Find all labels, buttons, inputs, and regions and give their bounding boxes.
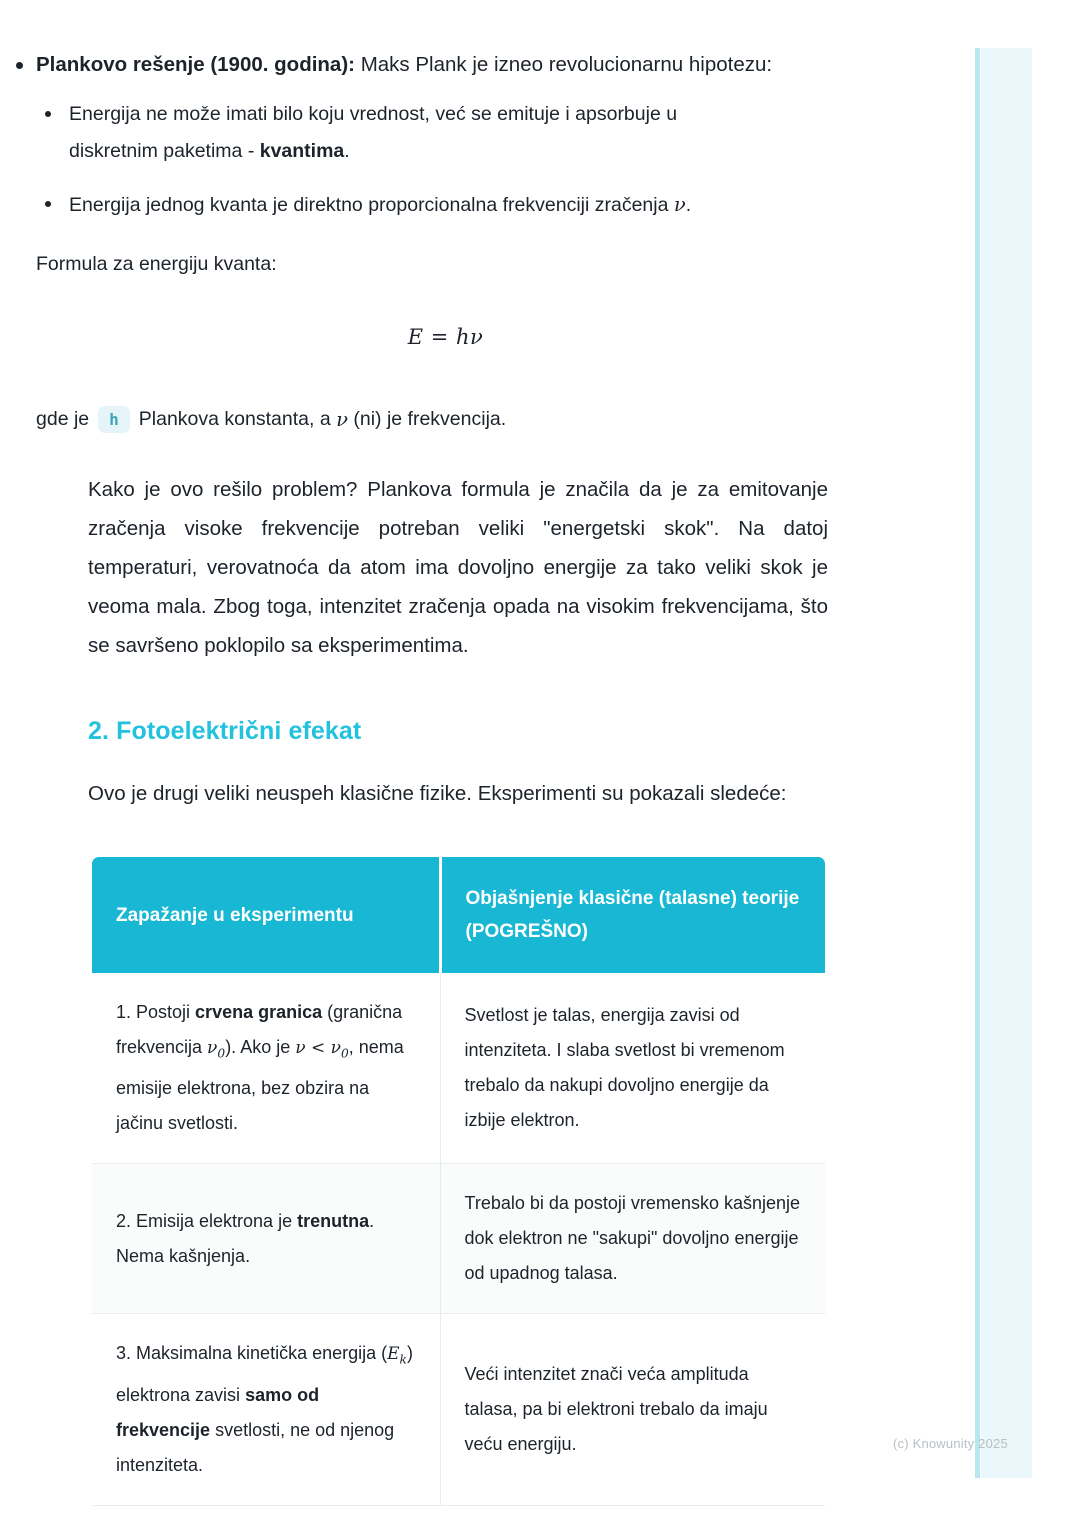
planck-sub-bullet-2 bbox=[36, 186, 736, 224]
table-row bbox=[92, 1164, 825, 1314]
table-body bbox=[92, 973, 825, 1505]
table-row bbox=[92, 1314, 825, 1505]
sub-bullet-1-after: . bbox=[344, 140, 350, 162]
sub-bullet-2-after: . bbox=[685, 194, 692, 216]
explanation-paragraph: Kako je ovo rešilo problem? Plankova formula je značila da je za emitovanje zračenja visoke frekvencije potreban veliki "energetski skok". Na datoj temperaturi, verovatnoća da atom ima dovoljno energije za tako veliki skok je veoma mala. Zbog toga, intenzitet zračenja opada na visokim frekvencijama, što se savršeno poklopilo sa eksperimentima. bbox=[88, 478, 828, 657]
table-header-observation: Zapažanje u eksperimentu bbox=[92, 857, 440, 973]
planck-lead-rest: Maks Plank je izneo revolucionarnu hipotezu: bbox=[355, 53, 773, 76]
cell-explanation: Veći intenzitet znači veća amplituda talasa, pa bi elektroni trebalo da imaju veću energiju. bbox=[440, 1314, 825, 1505]
observations-comparison-table bbox=[92, 857, 825, 1506]
bullet-marker-icon bbox=[45, 201, 51, 207]
planck-sub-bullet-1 bbox=[36, 96, 736, 170]
cell-observation: 3. Maksimalna kinetička energija $(E_k)$ elektrona zavisi samo od frekvencije svetlosti, ne od njenog intenziteta. bbox=[92, 1314, 440, 1505]
table-header bbox=[92, 857, 825, 973]
planck-constant-code-chip[interactable]: h bbox=[98, 406, 130, 433]
rail-accent-line bbox=[975, 48, 980, 1478]
section-heading-photoelectric: 2. Fotoelektrični efekat bbox=[88, 717, 362, 745]
rail-panel bbox=[981, 48, 1032, 1478]
formula-intro-text: Formula za energiju kvanta: bbox=[36, 253, 277, 275]
bullet-marker-icon bbox=[45, 111, 51, 117]
planck-solution-item bbox=[0, 46, 930, 438]
planck-constant-explainer bbox=[36, 401, 930, 438]
energy-formula-block bbox=[36, 325, 930, 349]
table-header-explanation: Objašnjenje klasične (talasne) teorije (POGREŠNO) bbox=[440, 857, 825, 973]
section-intro-paragraph: Ovo je drugi veliki neuspeh klasične fizike. Eksperimenti su pokazali sledeće: bbox=[88, 782, 787, 805]
cell-explanation: Trebalo bi da postoji vremensko kašnjenje dok elektron ne "sakupi" dovoljno energije od upadnog talasa. bbox=[440, 1164, 825, 1314]
sub-bullet-1-before: Energija ne može imati bilo koju vrednost, već se emituje i apsorbuje u diskretnim paketima - bbox=[69, 103, 678, 162]
right-side-rail bbox=[975, 48, 1032, 1478]
sub-bullet-1-bold: kvantima bbox=[259, 140, 345, 162]
gde-prefix: gde je bbox=[36, 408, 90, 430]
cell-observation: 2. Emisija elektrona je trenutna. Nema kašnjenja. bbox=[92, 1164, 440, 1314]
nu-symbol: ν bbox=[673, 193, 686, 216]
cell-observation: 1. Postoji crvena granica (granična frekvencija $\nu_0$). Ako je $\nu < \nu_0$, nema emisije elektrona, bez obzira na jačinu svetlosti. bbox=[92, 973, 440, 1164]
nu-symbol: ν bbox=[336, 408, 348, 431]
cell-explanation: Svetlost je talas, energija zavisi od intenziteta. I slaba svetlost bi vremenom trebalo da nakupi dovoljno energije da izbije elektron. bbox=[440, 973, 825, 1164]
energy-formula: E = hν bbox=[407, 325, 484, 349]
planck-sub-bullets bbox=[36, 96, 736, 224]
copyright-watermark: (c) Knowunity 2025 bbox=[893, 1436, 1008, 1451]
planck-lead-text bbox=[36, 46, 776, 84]
table-row bbox=[92, 973, 825, 1164]
planck-solution-list bbox=[0, 46, 930, 438]
planck-lead-bold: Plankovo rešenje (1900. godina): bbox=[36, 53, 355, 76]
sub-bullet-2-before: Energija jednog kvanta je direktno proporcionalna frekvenciji zračenja bbox=[69, 194, 674, 216]
bullet-marker-icon bbox=[16, 62, 23, 69]
gde-suffix: (ni) je frekvencija. bbox=[353, 408, 507, 430]
table-header-row bbox=[92, 857, 825, 973]
gde-middle: Plankova konstanta, a bbox=[138, 408, 331, 430]
